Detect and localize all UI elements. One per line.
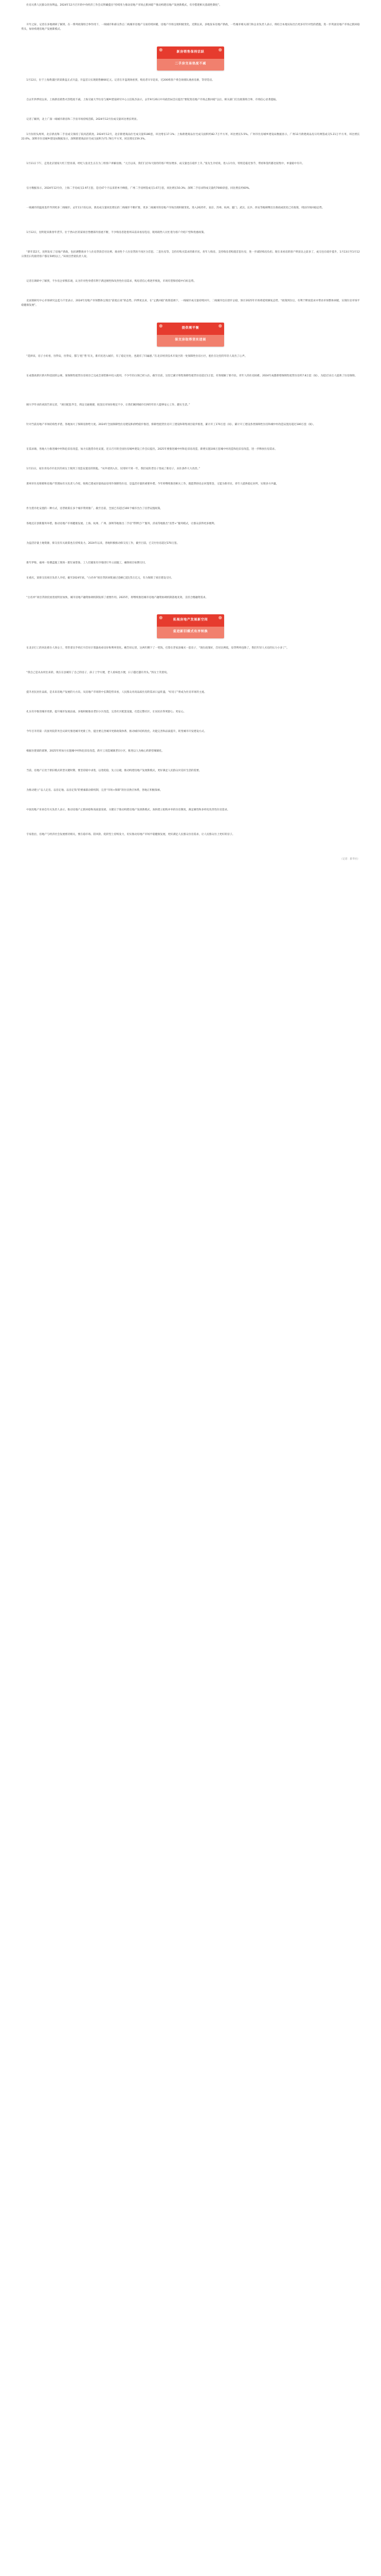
body-paragraph: “白名单”项目贷款投放进度明显加快，城市房地产融资协调机制发挥了重要作用。2025年，将继续推进城市房地产融资协调机制落地见效，支持合理融资需求。 bbox=[26, 596, 208, 599]
body-paragraph: 作为货币化安置的一种方式，房票政策在多个城市得到推广。截至目前，全国已有超过100个城市出台了房票安置政策。 bbox=[26, 507, 163, 510]
body-paragraph: 1月11日，家住青岛市市北区的刘女士领到了改造安置房的钥匙。“从申请到入住，仅用时不到一年，我们家的老房子变成了新房子，居住条件大大改善。” bbox=[26, 468, 200, 470]
body-paragraph: 根据住建部的部署，2025年将加力实施城中村和危旧房改造，新开工改造城镇老旧小区，推进以人为核心的新型城镇化。 bbox=[26, 750, 164, 753]
body-paragraph: 官方数据显示，2024年12月份，上海二手房成交2.97万套，是近47个月以来的单月峰值，广州二手房网签成交1.67万套，同比增长50.3%；深圳二手房录得成交量约7000余套，同比增长约60%。 bbox=[26, 187, 252, 190]
body-paragraph: 新年伊始，福州一处楼盘施工现场一派忙碌景象。工人们紧张有序地进行外立面施工，确保项目如期交付。 bbox=[26, 562, 147, 564]
section-3-heading-banner bbox=[157, 614, 224, 638]
body-paragraph: 中国房地产业协会有关负责人表示，推动房地产止跌回稳和高质量发展，关键在于推动构建房地产发展新模式，加快建立租购并举的住房制度，满足刚性和多样化改善性住房需求。 bbox=[26, 809, 230, 811]
body-paragraph: 刚大学毕业的刘清告诉记者，“项目配套齐全，周边交通便捷，租金比市场价便宜不少，让我们刚到城市打拼的年轻人能够安心工作、踏实生活。” bbox=[26, 404, 190, 407]
section-heading-line: 二手房交易热度不减 bbox=[175, 62, 206, 66]
body-paragraph: 扎实有序推进城市更新，提升城市发展品质。多地积极推动老旧小区改造，完善社区配套设施，打造完整社区，让居民住得更舒心、更安心。 bbox=[26, 711, 186, 713]
body-paragraph: 今年召开的第一次国务院常务会议研究推进城市更新工作，提出要完善城市更新政策体系，推动城市结构优化、功能完善和品质提升，转变城市开发建设方式。 bbox=[26, 730, 207, 733]
body-paragraph: 为推动建立“以人定房、以房定地、以房定钱”的要素联动新机制，完善“市场+保障”的住房供应体系，各地正积极探索。 bbox=[26, 789, 163, 792]
body-paragraph: “选择来，房子小好看，住得安，住得安，都与‘租’‘售’有关，新市民进入城市，有了稳定住处，也就有了归属感。”在北京经济技术开发区的一处保障性住房小区，租住在这里的年轻人说出了心声。 bbox=[26, 355, 248, 358]
body-paragraph: 在北京打工的河北邢台人汤女士，常常拿出手机打开首付计算器查看房价和利率变化。她告诉记者，这两年攒下了一笔钱，打算在老家县城买一套房子，“现在政策好，首付比例低，房贷利率也降了，我们年轻人买房的压力小多了”。 bbox=[26, 647, 289, 650]
body-paragraph: 在重庆，某保交房项目负责人介绍，截至2024年底，“白名单”项目贷款审批通过金额已超过5万亿元，有力保障了项目建设交付。 bbox=[26, 577, 174, 580]
body-paragraph: 在成都高新区新川科技园的公寓，某保障性租赁住房项目已完成全部装修并投入使用，不少年轻白领已经入住。截至目前，这里已累计筹集保障性租赁住房超过1万套，有效缓解了新市民、青年人的住房困难。2024年成都新增保障性租赁住房约7.8万套（间），为超过13万人提供了住房保障。 bbox=[26, 375, 357, 377]
body-paragraph: 为盘活存量土地资源，保交房有关政策也在持续发力。2024年以来，各地积极推动保交房工作，截至目前，已交付住房超过370万套。 bbox=[26, 542, 180, 545]
section-heading-line: 拓展房地产发展新空间 bbox=[173, 618, 208, 622]
body-paragraph: 提升居民居住品质，是未来房地产发展的大方向。从房地产市场的中长期趋势来看，人民群众对高品质住房的需求日益旺盛，“好房子”将成为住房市场的主流。 bbox=[26, 691, 207, 694]
intro-paragraph: 住房关系人民群众切身利益。2024年12月召开的中央经济工作会议明确提出“持续用力推动房地产市场止跌回稳”“推动构建房地产发展新模式，有序搭建相关基础性制度”。 bbox=[26, 4, 222, 7]
section-heading-line: 提供需平衡 bbox=[182, 326, 199, 330]
body-paragraph: “我自己是从农村出来的，现在在县城有了自己的房子，孩子上学方便，老人看病也方便，日子越过越有奔头。”汤女士笑着说。 bbox=[26, 671, 170, 674]
body-paragraph: 1月12日，位于上海黄浦区的某新盘正式开盘，开盘首日实现销售额66亿元。记者在开盘现场看到，购房者早早赶来，近200组客户将会场排队观看房源，等待选房。 bbox=[26, 79, 215, 82]
body-paragraph: 针对当前房地产市场结构性矛盾，各地加大了保障房供给力度。2024年全国保障性住房建设和供给稳步推进，保障性租赁住房开工建设和筹集项目稳步推进，累计开工170万套（间），累计开工建设各类保障性住房和城中村改造安置房超过180万套（间）。 bbox=[26, 423, 316, 426]
body-paragraph: 1月份的头两周，北京新房和二手房成交保持了较高活跃度。2024年12月，北京新建商品住宅成交量5186套，环比增长17.1%；上海新建商品住宅成交面积约82.7万平方米，环比增长5.5%。广州市住房城乡建设局数据显示，广州12月新建商品房日均网签成交5.21万平方米，环比增长22.0%。深圳市住房城乡建设局数据显示，深圳新建商品住宅成交面积为71.78万平方米，同比增长159.3%。 bbox=[21, 133, 360, 141]
source-credit: （记者：新华社） bbox=[340, 858, 360, 861]
body-paragraph: 1月12日，昆明迎来新春年货节。位于西山区的某项目售楼部内客流不断，不少购房者趁着周末前来看房选房，现场销售人员忙着为客户介绍户型和优惠政策。 bbox=[26, 231, 207, 234]
body-paragraph: “新年第2天，昆明发布了房地产新政，包括调整商业个人住房贷款首付比例、商业性个人住房贷款不再区分首套、二套住房等。支持有购买需求的新市民、青年人购房，支持购房者购置首套住房，进一步减轻购房负担。现在来看房的客户明显比之前多了，成交也在稳步提升，1月13日至1月12日我们日均接待客户都在50组以上。”该项目营销负责人说。 bbox=[21, 251, 360, 259]
article bbox=[0, 0, 381, 868]
section-heading-line: 保交房取得坚实进展 bbox=[175, 338, 206, 342]
body-paragraph: 记者了解到，北上广深一线城市新房和二手房市场持续活跃。2024年12月份成交量环比增长明显。 bbox=[26, 118, 140, 121]
body-paragraph: 专家指出，房地产与经济社会发展密切相关，要在稳市场、防风险、促转型上持续发力，切实推动房地产市场平稳健康发展，更好满足人民群众住房需求，让人民群众住上更好的房子。 bbox=[26, 833, 235, 836]
body-paragraph: 1月11日下午，走进北京链家大红门营业部，经纪人张先生正在为三组客户讲解房源。“元旦以来，我们门店每天接待的客户明显增多，成交量也在稳步上升。”张先生介绍说，进入1月份，特别是临近春节，带看和签约都比较集中，单量稳中有升。 bbox=[26, 162, 305, 165]
body-paragraph: 在需求端，各地大力推进城中村和危旧房改造，加力实施货币化安置。近日召开的全国住房城乡建设工作会议提出，2025年要推进城中村和危旧房改造，新增实施100万套城中村改造和危旧房改造，进一步释放住房需求。 bbox=[26, 448, 277, 451]
body-paragraph: 自去年四季度以来，上海新房销售火热程度不减。上海交通大学住房与城乡建设研究中心主任陈杰表示，去年9月26日中央政治局会议提出“要促进房地产市场止跌回稳”以后，相关部门打出政策组合拳，市场信心显著提振。 bbox=[26, 99, 278, 101]
body-paragraph: 一线城市的温度也传导到更多二线城市。去年11月份以来，新房成交量同比增长的二线城市不断扩围，更多二线城市的房地产市场出现积极变化。进入2025年，南京、苏州、杭州、厦门、武汉、长沙、西安等地相继出台新政或优化已有政策，巩固市场回稳态势。 bbox=[26, 207, 325, 209]
body-paragraph: 克而瑞研究中心市场研究总监马千里表示，2024年房地产市场整体呈现出“前低后高”的态势。四季度以来，在“止跌回稳”政策基调下，一线城市成交量持续回升，二线城市也在逐步企稳，预计2025年市场将延续修复态势，“政策到位后，有利于释放需求并带动市场整体回暖，实现住房市场平稳健康发展”。 bbox=[21, 300, 360, 307]
body-paragraph: 各地还在创新服务举措，推动房地产市场健康发展。上海、杭州、广州、深圳等地推出二手房“带押过户”服务，济南等地推出“房票+”服务模式，让群众获得更多便利。 bbox=[26, 522, 217, 525]
body-paragraph: 当前，房地产正处于新旧模式转型关键时期，要坚持稳中求进，以进促稳，先立后破，推动构建房地产发展新模式，更好满足人民群众对美好生活的需要。 bbox=[26, 769, 202, 772]
section-heading-line: 新房销售保持活跃 bbox=[176, 50, 205, 54]
section-heading-line: 促进新旧模式有序转换 bbox=[173, 630, 208, 633]
section-1-heading-banner bbox=[157, 46, 224, 71]
body-paragraph: 记者在调研中了解到，不少房企审慎乐观，认为针对性举措有利于满足刚性和改善性住房需求，购房者信心将逐步恢复，市场有望保持稳中向好态势。 bbox=[26, 280, 197, 283]
section-2-heading-banner bbox=[157, 323, 224, 347]
intro-paragraph: 开年之际，记者在多地调研了解到，在一系列政策组合拳作用下，一线城市和部分热点二线城市房地产交易持续回暖，房地产市场呈现积极变化。近期以来，多地发布房地产新政，一些城市相关部门和企业负责人表示，将结合本地实际出台更多有针对性的措施，进一步巩固房地产市场止跌回稳势头，加快构建房地产发展新模式。 bbox=[21, 24, 360, 31]
body-paragraph: 郑州市住房保障和房地产管理局有关负责人介绍，收购已建成存量商品房用作保障性住房，是盘活存量的重要举措。今年将继续推进相关工作，既能帮助房企回笼资金，又能为新市民、青年人提供稳定居所，实现多方共赢。 bbox=[26, 483, 279, 486]
